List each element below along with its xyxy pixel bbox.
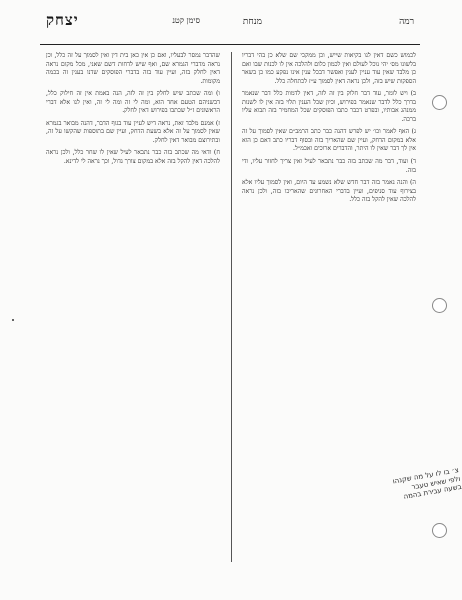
paragraph: ב) ויש לומר, עוד דבר חלוק בין זה לזה, דאין לדמות כלל דבר שנאמר בדרך כלל לדבר שנאמר בפירוש, וכיון שכל הענין תלוי בזה אין לו לשנות ממנהג אבותיו, ובפרט דכבר כתבו הפוסקים שכל המחמיר בזה תבוא עליו ברכה. [242, 90, 416, 123]
left-text-column [46, 52, 220, 562]
book-name: יצחק [46, 11, 79, 29]
paragraph: ה) והנה נאמר בזה דבר חדש שלא נשמע עד היום, ואין לסמוך עליו אלא בצירוף עוד סניפים, ועיין בדברי האחרונים שהאריכו בזה, ולכן נראה להלכה שאין להקל בזה כלל. [242, 179, 416, 204]
paragraph: ד) ועוד, דבר מה שכתב בזה כבר נתבאר לעיל ואין צריך לחזור עליו, ודי בזה. [242, 158, 416, 174]
paragraph: לכמוש כשם דאין לנו בקיאות שייש, וכן ממקכי שם שלא כן בהי דבריו בלשונו מס׳ יהי נוכל לעולם ואין לכמון כלום ולהלכה אין לו לכנות שבו ואם כן מלבד שאין עוד עניין לענין ואפשר דבכל ענין אינו נפקע כמו כן בשאר הספקות שיש בזה, ולכן נראה דאין לסמוך ע״ז לכתחלה כלל. [242, 52, 416, 85]
paragraph: ח) ודאי מה שכתב בזה כבר נתבאר לעיל שאין לו שחר כלל, ולכן נראה להלכה דאין להקל בזה אלא במקום צורך גדול, וכך נראה לי לדינא. [46, 149, 220, 166]
right-text-column [242, 52, 416, 562]
column-divider [231, 52, 232, 562]
paragraph: ו) ומה שכתב שיש לחלק בין זה לזה, הנה באמת אין זה חילוק כלל, דבשניהם הטעם אחד הוא, ומה לי זה ומה לי זה, ואין לנו אלא דברי הראשונים ז״ל שכתבו בפירוש דאין לחלק. [46, 90, 220, 115]
page-number: רמה [399, 17, 414, 27]
handwritten-margin-note: צ׳ בו לו על מה שקנהו ולפי שאיש טעבר בשעה עבירת בהמה [392, 466, 462, 501]
running-header [42, 11, 418, 29]
binder-hole-icon [432, 523, 447, 538]
paragraph: ז) אמנם מלבד זאת, נראה דיש לעיין עוד בגוף הדבר, דהנה מבואר בגמרא שאין לסמוך על זה אלא בשעת הדחק, ועיין שם בתוספות שהקשו על זה, ובתירוצם מבואר דאין לחלק. [46, 119, 220, 144]
header-rule [40, 44, 420, 45]
section-number: סימן קטנ [172, 16, 200, 25]
book-title: מנחת [242, 17, 262, 27]
scan-speck [12, 319, 14, 321]
paragraph: שהדבר נמסר לבעליו, ואם כן אין כאן בית דין ואין לסמוך על זה כלל, וכן נראה מדברי הגמרא שם, ואף שיש לדחות דשם שאני, מכל מקום נראה דאין לחלק בזה, ועיין עוד בזה בדברי הפוסקים שדנו בענין זה בכמה מקומות. [46, 52, 220, 85]
binder-hole-icon [432, 95, 447, 110]
paragraph: ג) האף לאמר וכו׳ יש לפרש דהנה כבר כתב הרמב״ם שאין לסמוך על זה אלא במקום הדחק, ועיין שם שהאריך בזה ובסוף דבריו כתב דאם כן הוא אין לך דבר שאין לו היתר, והדברים ארוכים ואכמ״ל. [242, 128, 416, 153]
binder-hole-icon [432, 298, 447, 313]
